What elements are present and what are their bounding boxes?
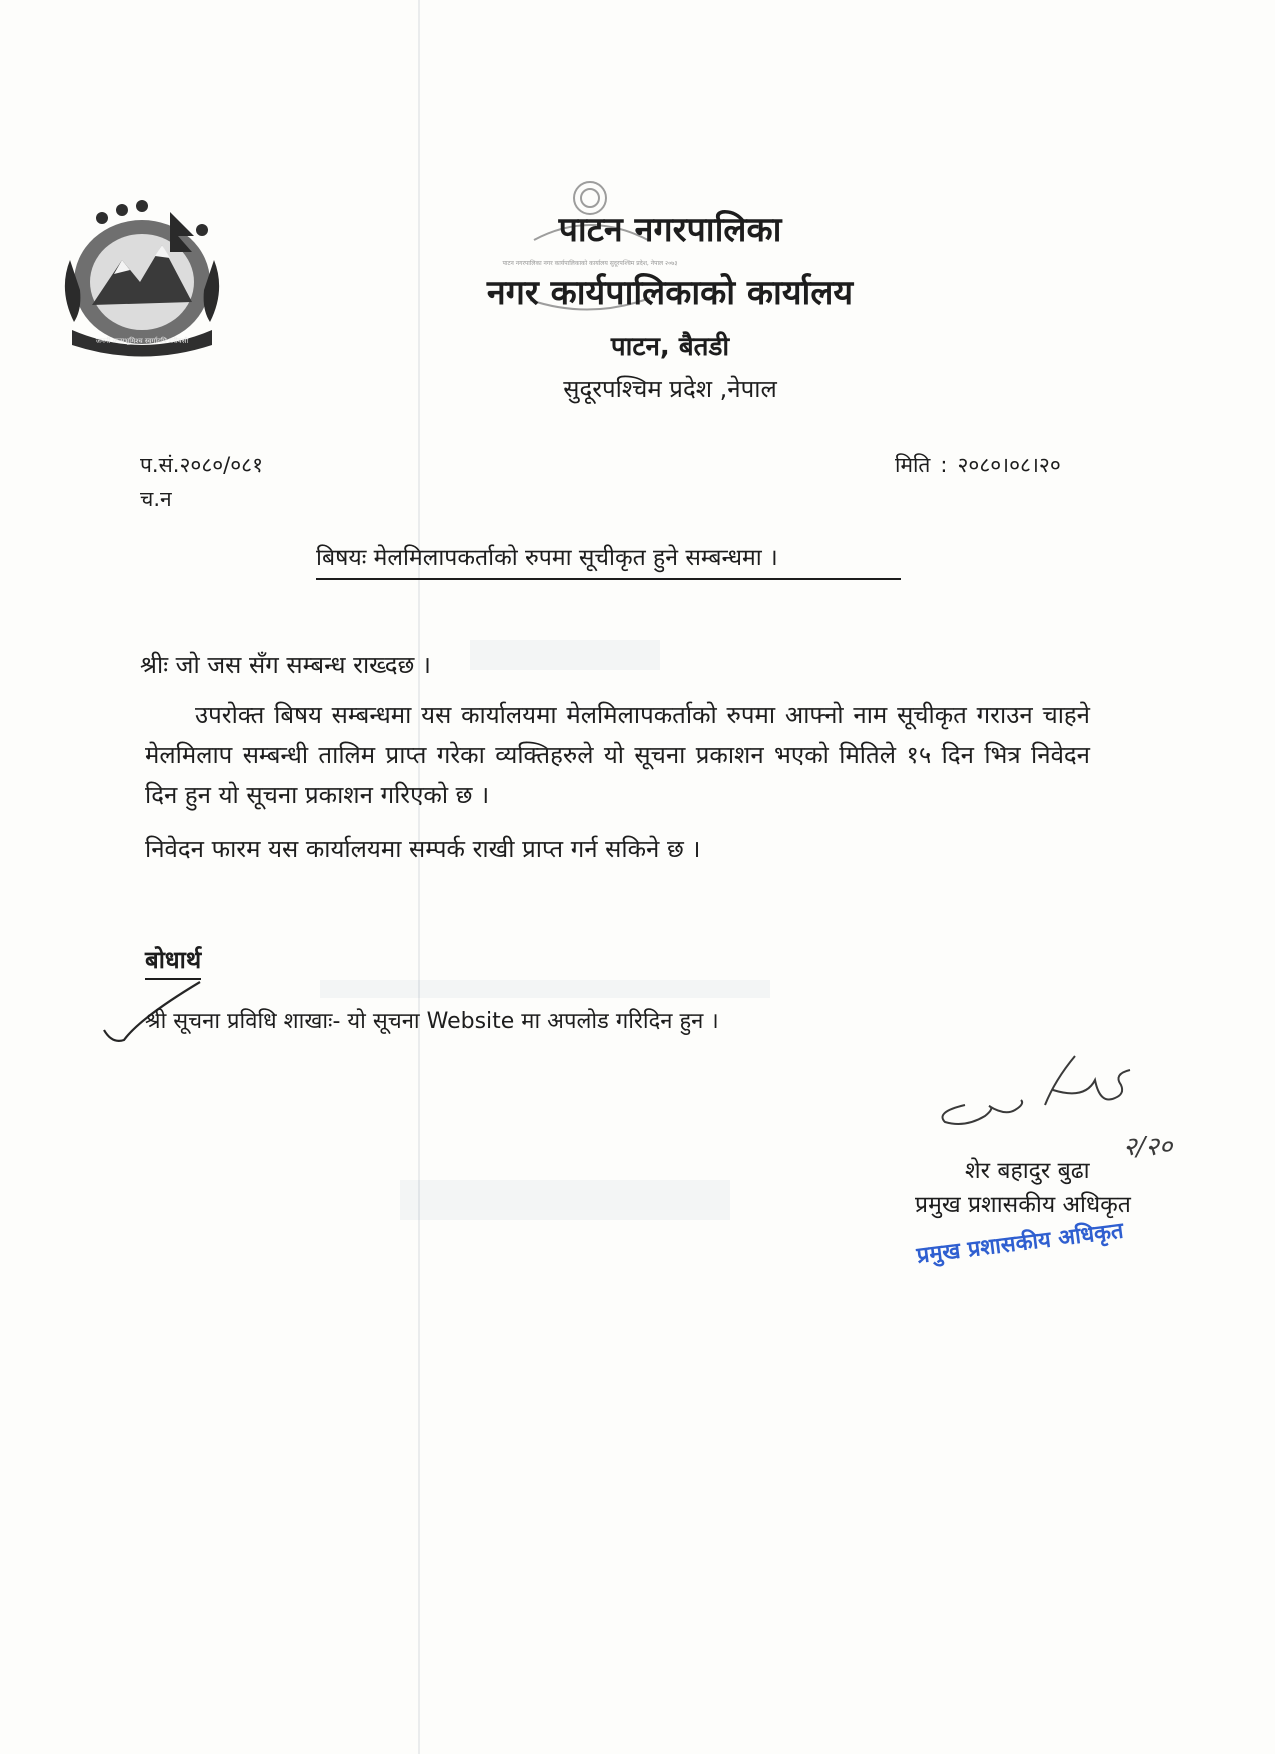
letter-date <box>895 451 1061 479</box>
body-paragraph-2: निवेदन फारम यस कार्यालयमा सम्पर्क राखी प्राप्त गर्न सकिने छ । <box>145 835 701 863</box>
bleed-through-mark <box>470 640 660 670</box>
letterhead-office: नगर कार्यपालिकाको कार्यालय <box>486 273 854 313</box>
emblem-caption: जननी जन्मभूमिश्च स्वर्गादपि गरीयसी <box>95 337 189 345</box>
office-seal-text: पाटन नगरपालिका नगर कार्यपालिकाको कार्यालय सुदूरपश्चिम प्रदेश, नेपाल २०७३ <box>502 260 678 267</box>
date-value: २०८०।०८।२० <box>957 453 1061 477</box>
bleed-through-mark <box>400 1180 730 1220</box>
subject-line: बिषयः मेलमिलापकर्ताको रुपमा सूचीकृत हुने सम्बन्धमा । <box>316 540 901 580</box>
cc-recipient-line: श्री सूचना प्रविधि शाखाः- यो सूचना Website मा अपलोड गरिदिन हुन । <box>145 1009 719 1034</box>
letterhead-province: सुदूरपश्चिम प्रदेश ,नेपाल <box>563 375 777 403</box>
nepal-emblem-icon <box>52 190 232 360</box>
body-paragraph-1: उपरोक्त बिषय सम्बन्धमा यस कार्यालयमा मेलमिलापकर्ताको रुपमा आफ्नो नाम सूचीकृत गराउन चाहने मेलमिलाप सम्बन्धी तालिम प्राप्त गरेका व्यक्तिहरुले यो सूचना प्रकाशन भएको मितिले १५ दिन भित्र निवेदन दिन हुन यो सूचना प्रकाशन गरिएको छ । <box>145 701 1090 809</box>
signatory-name: शेर बहादुर बुढा <box>965 1158 1090 1184</box>
date-label: मिति <box>895 453 931 477</box>
designation-stamp: प्रमुख प्रशासकीय अधिकृत <box>915 1218 1125 1269</box>
date-separator: : <box>940 453 948 477</box>
letterhead-municipality: पाटन नगरपालिका <box>558 210 782 250</box>
signature-date-note: २/२० <box>1123 1132 1173 1162</box>
paper-fold-line <box>418 0 420 1754</box>
letterhead-location: पाटन, बैतडी <box>610 332 730 362</box>
addressee: श्रीः जो जस सँग सम्बन्ध राख्दछ । <box>140 651 432 679</box>
chalani-number: च.न <box>140 487 172 511</box>
signatory-title: प्रमुख प्रशासकीय अधिकृत <box>915 1192 1131 1218</box>
reference-number: प.सं.२०८०/०८१ <box>140 453 263 477</box>
cc-heading: बोधार्थ <box>145 943 201 980</box>
bleed-through-mark <box>320 980 770 998</box>
